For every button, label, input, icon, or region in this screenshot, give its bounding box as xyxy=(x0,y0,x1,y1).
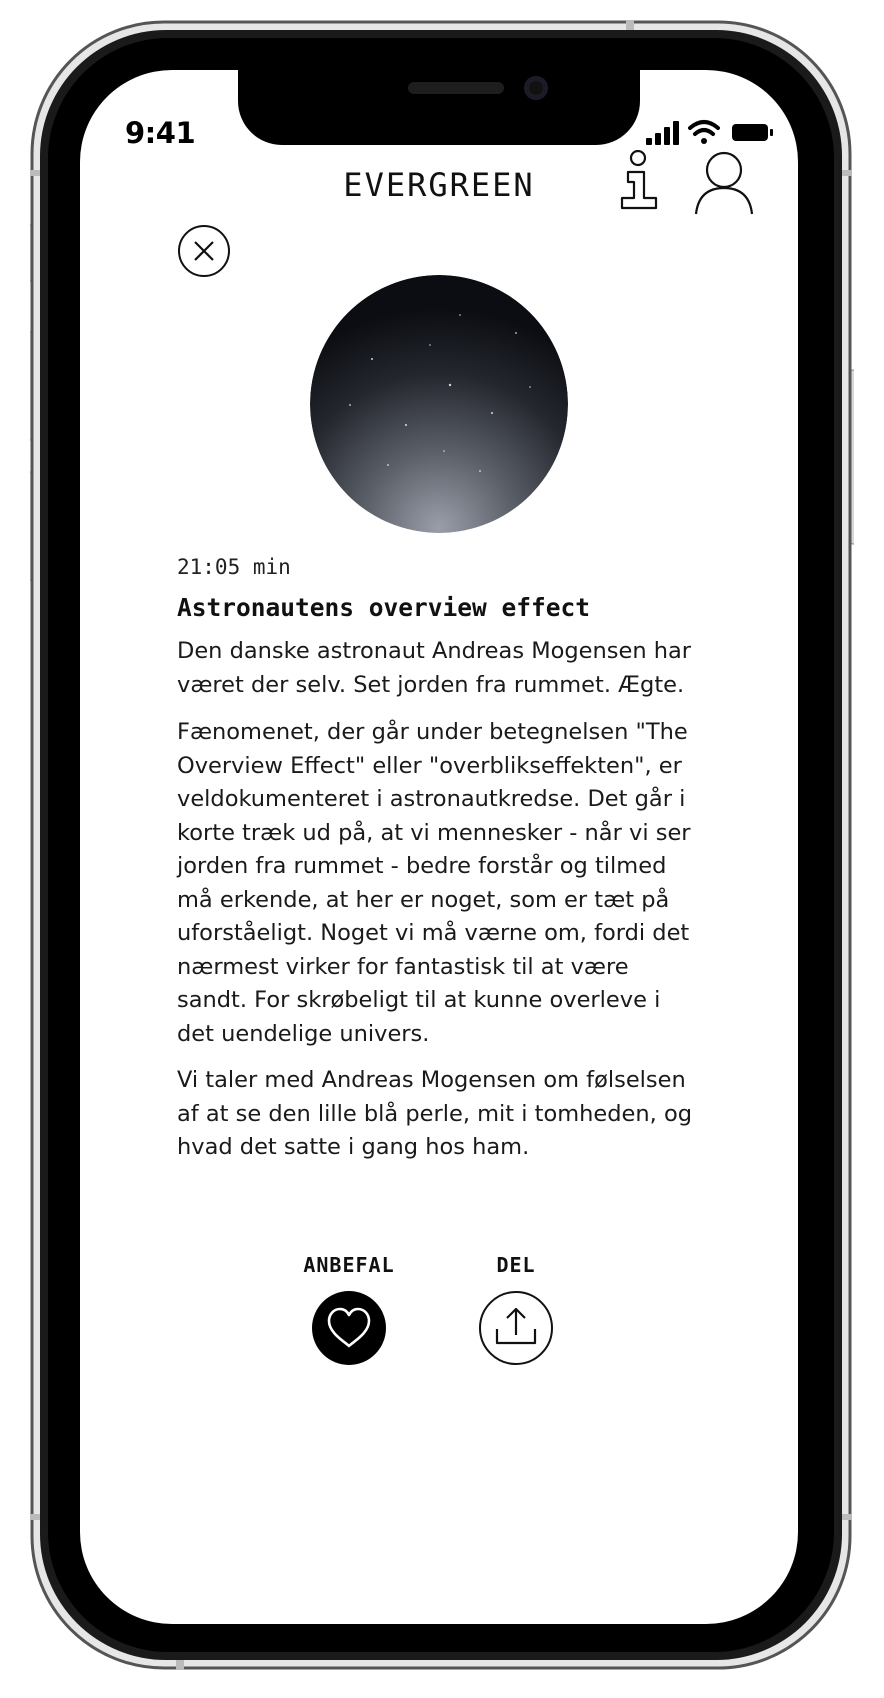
info-icon xyxy=(620,150,680,214)
episode-cover-image xyxy=(310,275,568,533)
recommend-button[interactable] xyxy=(312,1291,386,1365)
wifi-icon xyxy=(690,122,718,144)
profile-button[interactable] xyxy=(690,150,756,216)
share-button[interactable] xyxy=(479,1291,553,1365)
heart-icon xyxy=(312,1291,386,1365)
front-camera xyxy=(524,76,548,100)
share-icon xyxy=(481,1293,551,1363)
description-paragraph: Den danske astronaut Andreas Mogensen har været der selv. Set jorden fra rummet. Ægte. xyxy=(177,638,692,698)
user-icon xyxy=(690,150,756,216)
status-time: 9:41 xyxy=(125,116,196,150)
episode-duration: 21:05 min xyxy=(177,555,291,579)
share-action xyxy=(456,1253,576,1370)
phone-frame xyxy=(30,20,854,1672)
recommend-label: ANBEFAL xyxy=(303,1253,395,1277)
app-title: EVERGREEN xyxy=(343,166,535,204)
description-paragraph: Vi taler med Andreas Mogensen om følselsen af at se den lille blå perle, mit i tomheden, og hvad det satte i gang hos ham. xyxy=(177,1067,693,1160)
close-button[interactable] xyxy=(178,225,230,277)
recommend-action xyxy=(289,1253,409,1370)
share-label: DEL xyxy=(496,1253,536,1277)
battery-icon xyxy=(732,124,773,141)
close-icon xyxy=(193,240,215,262)
signal-icon xyxy=(646,121,679,145)
speaker-grille xyxy=(408,82,504,94)
info-button[interactable] xyxy=(620,150,680,210)
status-icons xyxy=(646,118,776,146)
notch xyxy=(238,70,640,145)
description-paragraph: Fænomenet, der går under betegnelsen "The Overview Effect" eller "overblikseffekten", er veldokumenteret i astronautkredse. Det går i korte træk ud på, at vi mennesker - når vi ser jorden fra rummet - bedre forstår og tilmed må erkende, at her er noget, som er tæt på uforståeligt. Noget vi må værne om, fordi det nærmest virker for fantastisk til at være sandt. For skrøbeligt til at kunne overleve i det uendelige univers. xyxy=(177,719,691,1047)
episode-title: Astronautens overview effect xyxy=(177,593,591,622)
screen xyxy=(80,70,798,1624)
